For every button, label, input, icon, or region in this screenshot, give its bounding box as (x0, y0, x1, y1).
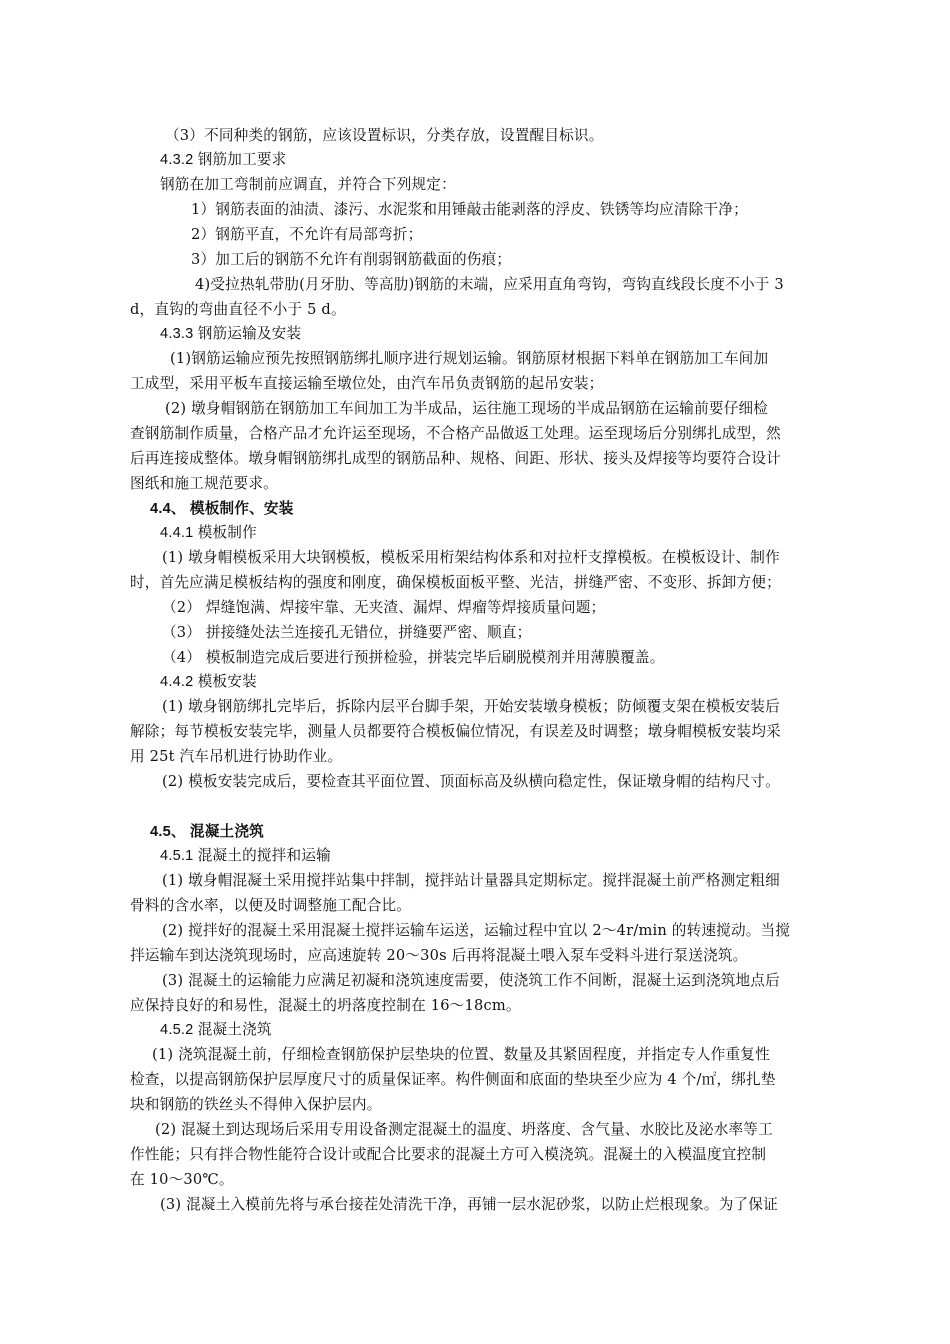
paragraph-line: (1) 墩身钢筋绑扎完毕后，拆除内层平台脚手架，开始安装墩身模板；防倾覆支架在模板安装后 (162, 698, 780, 715)
paragraph-line: (1) 浇筑混凝土前，仔细检查钢筋保护层垫块的位置、数量及其紧固程度，并指定专人作重复性 (152, 1046, 770, 1063)
paragraph-line: 检查，以提高钢筋保护层厚度尺寸的质量保证率。构件侧面和底面的垫块至少应为 4 个/㎡，绑扎垫 (130, 1071, 776, 1088)
section-heading-4-3-2: 4.3.2 钢筋加工要求 (160, 152, 287, 168)
paragraph-line: (1) 墩身帽混凝土采用搅拌站集中拌制，搅拌站计量器具定期标定。搅拌混凝土前严格测定粗细 (162, 872, 780, 889)
section-heading-4-4-2: 4.4.2 模板安装 (160, 674, 257, 690)
paragraph-line: 解除；每节模板安装完毕，测量人员都要符合模板偏位情况，有误差及时调整；墩身帽模板安装均采 (130, 723, 781, 740)
paragraph-line: 在 10～30℃。 (130, 1171, 234, 1188)
paragraph-line: (2) 墩身帽钢筋在钢筋加工车间加工为半成品，运往施工现场的半成品钢筋在运输前要仔细检 (165, 400, 769, 417)
paragraph-line: (2) 搅拌好的混凝土采用混凝土搅拌运输车运送，运输过程中宜以 2～4r/min 的转速搅动。当搅 (162, 922, 791, 939)
list-item: 2）钢筋平直，不允许有局部弯折； (191, 226, 423, 243)
paragraph-line: 工成型，采用平板车直接运输至墩位处，由汽车吊负责钢筋的起吊安装； (130, 375, 604, 392)
section-heading-4-3-3: 4.3.3 钢筋运输及安装 (160, 326, 302, 342)
paragraph-line: 图纸和施工规范要求。 (130, 475, 278, 492)
section-heading-4-5-1: 4.5.1 混凝土的搅拌和运输 (160, 848, 331, 864)
section-heading-4-5-2: 4.5.2 混凝土浇筑 (160, 1022, 272, 1038)
list-item: 1）钢筋表面的油渍、漆污、水泥浆和用锤敲击能剥落的浮皮、铁锈等均应清除干净； (191, 201, 748, 218)
paragraph-line: (2) 混凝土到达现场后采用专用设备测定混凝土的温度、坍落度、含气量、水胶比及泌水率等工 (155, 1121, 773, 1138)
list-item: （3） 拼接缝处法兰连接孔无错位，拼缝要严密、顺直； (162, 624, 532, 641)
paragraph-line: 块和钢筋的铁丝头不得伸入保护层内。 (130, 1096, 382, 1113)
section-heading-4-4-1: 4.4.1 模板制作 (160, 525, 257, 541)
paragraph-line: 应保持良好的和易性，混凝土的坍落度控制在 16～18cm。 (130, 997, 521, 1014)
list-item: （4） 模板制造完成后要进行预拼检验，拼装完毕后刷脱模剂并用薄膜覆盖。 (162, 649, 665, 666)
list-item: 3）加工后的钢筋不允许有削弱钢筋截面的伤痕； (191, 251, 512, 268)
paragraph-line: 作性能；只有拌合物性能符合设计或配合比要求的混凝土方可入模浇筑。混凝土的入模温度宜控制 (130, 1146, 767, 1163)
paragraph-line: 时，首先应满足模板结构的强度和刚度，确保模板面板平整、光洁，拼缝严密、不变形、拆卸方便； (130, 574, 781, 591)
section-heading-4-5: 4.5、 混凝土浇筑 (150, 824, 264, 840)
paragraph-line: (2) 模板安装完成后，要检查其平面位置、顶面标高及纵横向稳定性，保证墩身帽的结构尺寸。 (162, 773, 780, 790)
paragraph-line: 用 25t 汽车吊机进行协助作业。 (130, 748, 343, 765)
list-item-continuation: d，直钩的弯曲直径不小于 5 d。 (130, 301, 346, 318)
paragraph-line: （3）不同种类的钢筋，应该设置标识，分类存放，设置醒目标识。 (165, 127, 604, 144)
paragraph-line: 拌运输车到达浇筑现场时，应高速旋转 20～30s 后再将混凝土喂入泵车受料斗进行泵送浇筑。 (130, 947, 748, 964)
paragraph-line: 骨料的含水率，以便及时调整施工配合比。 (130, 897, 412, 914)
paragraph-line: (1) 墩身帽模板采用大块钢模板，模板采用桁架结构体系和对拉杆支撑模板。在模板设计、制作 (162, 549, 780, 566)
paragraph-line: 查钢筋制作质量，合格产品才允许运至现场，不合格产品做返工处理。运至现场后分别绑扎成型，然 (130, 425, 781, 442)
paragraph-line: (3) 混凝土入模前先将与承台接茬处清洗干净，再铺一层水泥砂浆，以防止烂根现象。为了保证 (160, 1196, 778, 1213)
list-item: （2） 焊缝饱满、焊接牢靠、无夹渣、漏焊、焊瘤等焊接质量问题； (162, 599, 606, 616)
paragraph-line: 钢筋在加工弯制前应调直，并符合下列规定： (160, 176, 456, 193)
paragraph-line: 后再连接成整体。墩身帽钢筋绑扎成型的钢筋品种、规格、间距、形状、接头及焊接等均要符合设计 (130, 450, 781, 467)
list-item: 4)受拉热轧带肋(月牙肋、等高肋)钢筋的末端，应采用直角弯钩，弯钩直线段长度不小于 3 (195, 276, 784, 293)
section-heading-4-4: 4.4、 模板制作、安装 (150, 501, 294, 517)
paragraph-line: (1)钢筋运输应预先按照钢筋绑扎顺序进行规划运输。钢筋原材根据下料单在钢筋加工车间加 (170, 350, 769, 367)
paragraph-line: (3) 混凝土的运输能力应满足初凝和浇筑速度需要，使浇筑工作不间断，混凝土运到浇筑地点后 (162, 972, 780, 989)
